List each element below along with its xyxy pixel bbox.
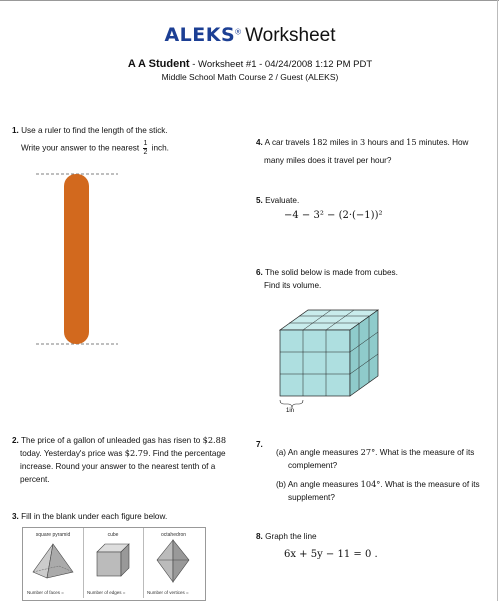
line-equation: 6x + 5y − 11 = 0 . — [284, 549, 378, 560]
question-text: increase. Round your answer to the nearest tenth of a — [20, 462, 216, 471]
question-text: inch. — [151, 143, 169, 153]
cube-figure — [83, 538, 143, 584]
expression: −4 − 3² − (2·(−1))² — [284, 210, 383, 221]
question-text: The solid below is made from cubes. — [264, 268, 398, 277]
figure-footer: Number of edges = — [87, 590, 126, 595]
angle-value-b: 104° — [360, 479, 381, 489]
question-text: many miles does it travel per hour? — [264, 156, 392, 165]
registered-mark: ® — [235, 27, 242, 37]
question-text: . Find the percentage — [148, 449, 226, 458]
question-text: Write your answer to the nearest — [21, 143, 140, 153]
worksheet-header — [0, 24, 500, 47]
student-line — [0, 58, 500, 70]
figure-caption: square pyramid — [35, 532, 71, 538]
question-text: Use a ruler to find the length of the stick. — [21, 126, 168, 135]
miles-value: 182 — [312, 137, 328, 147]
figure-cell-pyramid — [23, 528, 84, 598]
question-text: Graph the line — [265, 532, 317, 541]
question-text: . What is the measure of its — [380, 480, 480, 489]
question-text: supplement? — [288, 493, 335, 502]
question-text: hours and — [367, 138, 404, 147]
page-border-top — [0, 0, 499, 1]
question-text: A car travels — [264, 138, 310, 147]
unit-brace — [280, 400, 303, 408]
figure-caption: octahedron — [160, 532, 187, 538]
page-border-right — [497, 0, 498, 601]
question-number: 8. — [256, 532, 263, 541]
figure-footer: Number of faces = — [27, 590, 64, 595]
question-number: 7. — [256, 440, 263, 449]
question-text: Evaluate. — [265, 196, 300, 205]
unit-label: 1in — [286, 408, 295, 414]
minutes-value: 15 — [406, 137, 417, 147]
cube-solid-figure — [272, 304, 392, 414]
question-number: 5. — [256, 196, 263, 205]
question-3 — [12, 510, 252, 523]
question-text: percent. — [20, 475, 50, 484]
question-2 — [12, 434, 252, 486]
question-4 — [256, 136, 494, 167]
question-text: complement? — [288, 461, 338, 470]
question-number: 4. — [256, 138, 263, 147]
question-1 — [12, 124, 232, 137]
question-text: Fill in the blank under each figure below. — [21, 512, 168, 521]
stick — [64, 174, 89, 344]
question-8 — [256, 530, 456, 543]
stick-figure — [36, 168, 126, 350]
question-1-line-2 — [21, 140, 241, 157]
question-number: 3. — [12, 512, 19, 521]
price-yesterday: $2.79 — [124, 448, 149, 458]
angle-value-a: 27° — [360, 447, 376, 457]
question-text: miles in — [329, 138, 358, 147]
aleks-logo: ALEKS — [164, 24, 236, 46]
square-pyramid-figure — [23, 538, 83, 584]
figure-cell-octahedron — [143, 528, 204, 598]
question-6 — [256, 266, 456, 292]
question-text: (a) An angle measures — [276, 448, 359, 457]
price-today: $2.88 — [202, 435, 227, 445]
hours-value: 3 — [359, 137, 366, 147]
question-number: 2. — [12, 436, 19, 445]
question-text: Find its volume. — [264, 281, 322, 290]
question-5 — [256, 194, 456, 207]
octahedron-figure — [143, 538, 203, 584]
worksheet-title: Worksheet — [245, 25, 336, 46]
question-text: (b) An angle measures — [276, 480, 359, 489]
question-text: today. Yesterday's price was — [20, 449, 123, 458]
question-number: 1. — [12, 126, 19, 135]
fraction: $\frac{1}{2}$ — [143, 140, 148, 156]
student-name: A A Student — [127, 58, 190, 70]
worksheet-meta: - Worksheet #1 - 04/24/2008 1:12 PM PDT — [189, 59, 373, 70]
question-7a — [276, 446, 491, 472]
figure-footer: Number of vertices = — [147, 590, 189, 595]
question-text: minutes. How — [418, 138, 469, 147]
figures-table — [22, 527, 206, 601]
question-7b — [276, 478, 491, 504]
question-text: . What is the measure of its — [375, 448, 475, 457]
figure-caption: cube — [107, 532, 119, 538]
figure-cell-cube — [83, 528, 144, 598]
question-number: 6. — [256, 268, 263, 277]
course-line: Middle School Math Course 2 / Guest (ALEKS) — [161, 72, 339, 82]
question-text: The price of a gallon of unleaded gas has risen to — [20, 436, 201, 445]
